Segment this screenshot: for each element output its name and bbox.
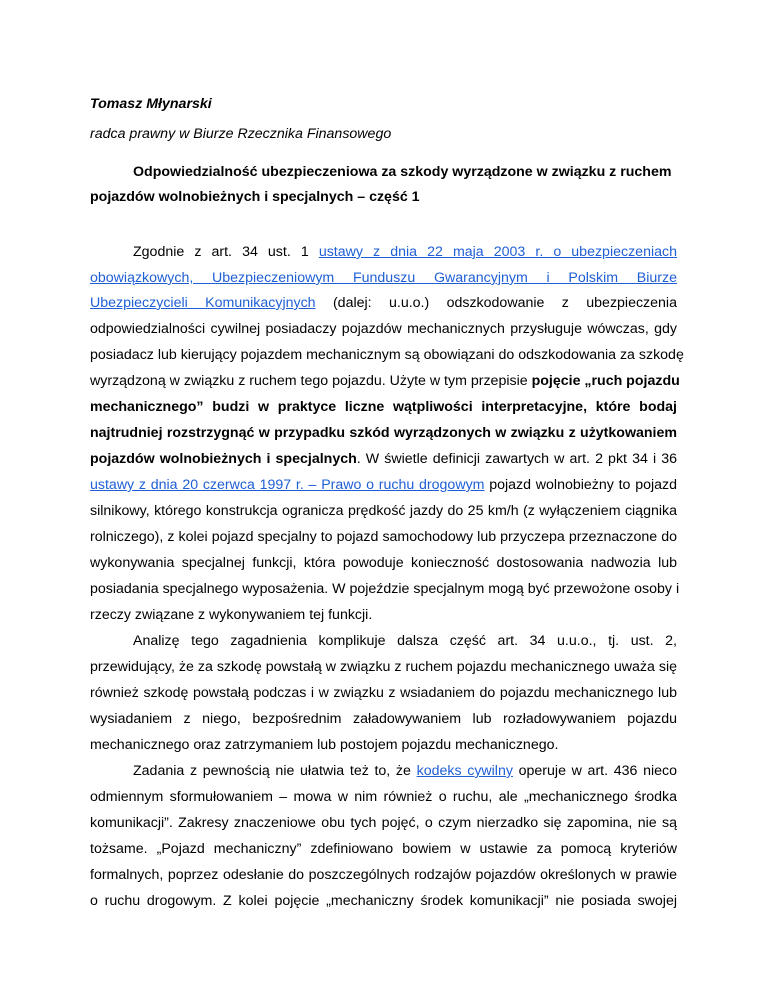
paragraph-2-line: mechanicznego oraz zatrzymaniem lub postojem pojazdu mechanicznego. — [90, 737, 559, 753]
paragraph-1-line: posiadania specjalnego wyposażenia. W pojeździe specjalnym mogą być przewożone osoby i — [90, 581, 680, 597]
author-role: radca prawny w Biurze Rzecznika Finansowego — [90, 126, 392, 142]
law-link-insurance-act-end[interactable]: Ubezpieczycieli Komunikacyjnych — [90, 295, 316, 311]
paragraph-3-line: Zadania z pewnością nie ułatwia też to, że kodeks cywilny operuje w art. 436 nieco — [133, 763, 677, 779]
paragraph-2-line: wysiadaniem z niego, bezpośrednim załadowywaniem lub rozładowywaniem pojazdu — [90, 711, 677, 727]
document-title-line-1: Odpowiedzialność ubezpieczeniowa za szkody wyrządzone w związku z ruchem — [133, 164, 672, 180]
paragraph-1-line: ustawy z dnia 20 czerwca 1997 r. – Prawo o ruchu drogowym pojazd wolnobieżny to pojazd — [90, 477, 677, 493]
paragraph-1-line: rolniczego), z kolei pojazd specjalny to pojazd samochodowy lub przyczepa przeznaczone do — [90, 529, 677, 545]
paragraph-3-line: formalnych, poprzez odesłanie do poszczególnych rodzajów pojazdów określonych w prawie — [90, 867, 677, 883]
law-link-road-traffic-act[interactable]: ustawy z dnia 20 czerwca 1997 r. – Prawo o ruchu drogowym — [90, 477, 485, 493]
law-link-insurance-act[interactable]: ustawy z dnia 22 maja 2003 r. o ubezpieczeniach — [318, 244, 677, 260]
paragraph-1-line: Zgodnie z art. 34 ust. 1 ustawy z dnia 22 maja 2003 r. o ubezpieczeniach — [133, 244, 677, 260]
paragraph-1-line — [90, 270, 677, 286]
law-link-insurance-act-cont[interactable]: obowiązkowych, Ubezpieczeniowym Funduszu Gwarancyjnym i Polskim Biurze — [90, 270, 677, 286]
paragraph-2-line: przewidujący, że za szkodę powstałą w związku z ruchem pojazdu mechanicznego uważa się — [90, 659, 677, 675]
document-title-line-2: pojazdów wolnobieżnych i specjalnych – część 1 — [90, 189, 420, 205]
paragraph-1-line: posiadacz lub kierujący pojazdem mechanicznym są obowiązani do odszkodowania za szkodę — [90, 347, 684, 363]
paragraph-1-line: silnikowy, którego konstrukcja ogranicza prędkość jazdy do 25 km/h (z wyłączeniem ciągnika — [90, 503, 677, 519]
paragraph-3-line: komunikacji”. Zakresy znaczeniowe obu tych pojęć, o czym nierzadko się zapomina, nie są — [90, 815, 677, 831]
paragraph-1-line: mechanicznego” budzi w praktyce liczne wątpliwości interpretacyjne, które bodaj — [90, 399, 677, 415]
civil-code-link[interactable]: kodeks cywilny — [416, 763, 513, 779]
paragraph-2-line: Analizę tego zagadnienia komplikuje dalsza część art. 34 u.u.o., tj. ust. 2, — [133, 633, 677, 649]
author-name: Tomasz Młynarski — [90, 96, 212, 112]
paragraph-1-line: rzeczy związane z wykonywaniem tej funkcji. — [90, 607, 373, 623]
paragraph-3-line: tożsame. „Pojazd mechaniczny” zdefiniowano bowiem w ustawie za pomocą kryteriów — [90, 841, 677, 857]
paragraph-1-line: najtrudniej rozstrzygnąć w przypadku szkód wyrządzonych w związku z użytkowaniem — [90, 425, 677, 441]
paragraph-3-line: odmiennym sformułowaniem – mowa w nim również o ruchu, ale „mechanicznego środka — [90, 789, 677, 805]
paragraph-1-line: odpowiedzialności cywilnej posiadaczy pojazdów mechanicznych przysługuje wówczas, gdy — [90, 321, 677, 337]
paragraph-1-line: wyrządzoną w związku z ruchem tego pojazdu. Użyte w tym przepisie pojęcie „ruch pojazdu — [90, 373, 680, 389]
paragraph-3-line: o ruchu drogowym. Z kolei pojęcie „mechaniczny środek komunikacji” nie posiada swojej — [90, 893, 677, 909]
paragraph-1-line: wykonywania specjalnej funkcji, która powoduje konieczność dostosowania nadwozia lub — [90, 555, 677, 571]
paragraph-1-line: pojazdów wolnobieżnych i specjalnych. W świetle definicji zawartych w art. 2 pkt 34 i 36 — [90, 451, 677, 467]
paragraph-2-line: również szkodę powstałą podczas i w związku z wsiadaniem do pojazdu mechanicznego lub — [90, 685, 677, 701]
paragraph-1-line: Ubezpieczycieli Komunikacyjnych (dalej: u.u.o.) odszkodowanie z ubezpieczenia — [90, 295, 677, 311]
